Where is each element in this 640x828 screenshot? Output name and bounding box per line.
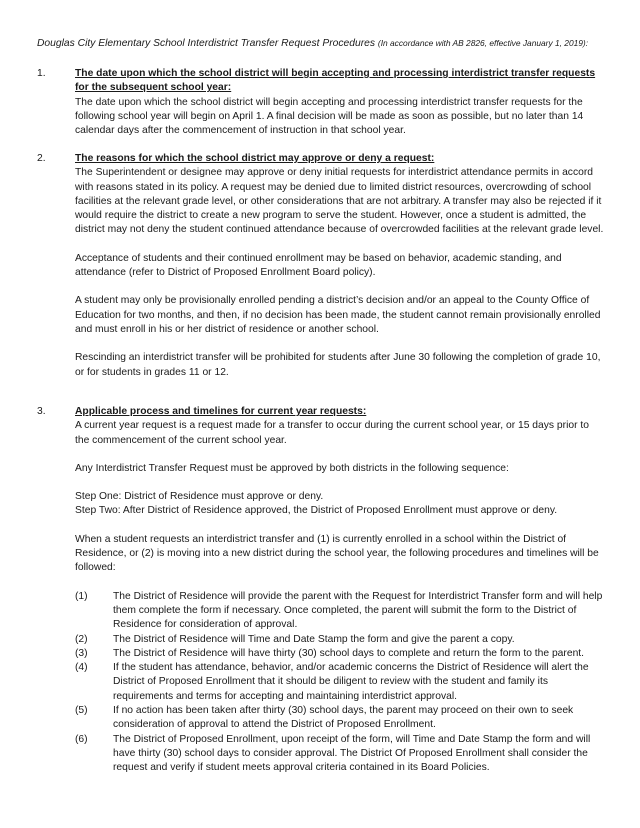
list-item-number: (4) [75,662,88,674]
list-item [75,647,605,661]
section-heading: Applicable process and timelines for current year requests: [75,406,367,417]
paragraph: A current year request is a request made for a transfer to occur during the current school year, or 15 days prior to the commencement of the current school year. [75,420,589,446]
section-body [75,67,605,138]
paragraph: The Superintendent or designee may approve or deny initial requests for interdistrict attendance permits in accord with reasons stated in its policy. A request may be denied due to limited district resources, overcrowding of school facilities at the relevant grade level, or other considerations that are not arbitrary. A transfer may also be rejected if it would require the district to create a new program to serve the student. However, once a student is admitted, the district may not deny the student continued attendance because of overcrowded facilities at the relevant grade level. [75,167,604,236]
section-heading: The reasons for which the school district may approve or deny a request: [75,153,435,164]
list-item-number: (2) [75,633,88,645]
list-item [75,704,605,733]
document-title-note: (In accordance with AB 2826, effective January 1, 2019): [377,38,589,48]
paragraph: Acceptance of students and their continued enrollment may be based on behavior, academic standing, and attendance (refer to District of Proposed Enrollment Board policy). [75,252,562,279]
list-item-text: If no action has been taken after thirty (30) school days, the parent may proceed on their own to seek consideration of approval to attend the District of Proposed Enrollment. [113,705,574,731]
paragraph: A student may only be provisionally enrolled pending a district’s decision and/or an appeal to the County Office of Education for two months, and then, if no decision has been made, the student cannot remain provisionally enrolled and must enroll in his or her district of residence or another school. [75,295,601,335]
list-item-number: (6) [75,733,88,745]
step-one: Step One: District of Residence must approve or deny. [75,491,324,503]
section-body [75,152,605,380]
procedure-list [75,590,605,776]
section-heading: The date upon which the school district will begin accepting and processing interdistrict transfer requests for the subsequent school year: [75,68,596,94]
list-item-text: The District of Proposed Enrollment, upon receipt of the form, will Time and Date Stamp the form and will have thirty (30) school days to consider approval. The District Of Proposed Enrollment shall consider the request and verify if student meets approval criteria contained in its Board Policies. [113,733,591,774]
list-item [75,590,605,633]
paragraph: The date upon which the school district will begin accepting and processing interdistrict transfer requests for the following school year will begin on April 1. A final decision will be made as soon as possible, but no later than 14 calendar days after the commencement of instruction in that school year. [75,96,584,137]
list-item [75,661,605,704]
step-two: Step Two: After District of Residence approved, the District of Proposed Enrollment must approve or deny. [75,505,558,517]
document-title [37,38,633,49]
list-item-text: If the student has attendance, behavior, and/or academic concerns the District of Residence will alert the District of Proposed Enrollment that it should be diligent to review with the student and family its requirements and terms for accepting and maintaining interdistrict approval. [113,662,589,702]
approval-steps [75,490,605,519]
paragraph: Any Interdistrict Transfer Request must be approved by both districts in the following sequence: [75,462,509,474]
list-item-text: The District of Residence will have thirty (30) school days to complete and return the form to the parent. [113,647,585,659]
section-number: 1. [37,68,46,79]
section-number: 2. [37,153,46,164]
list-item-number: (5) [75,705,88,717]
list-item-number: (3) [75,647,88,659]
list-item [75,633,605,647]
list-item-text: The District of Residence will Time and Date Stamp the form and give the parent a copy. [113,633,515,645]
list-item [75,733,605,776]
section-number: 3. [37,406,46,417]
paragraph: Rescinding an interdistrict transfer will be prohibited for students after June 30 following the completion of grade 10, or for students in grades 11 or 12. [75,352,601,378]
list-item-number: (1) [75,590,88,602]
paragraph: When a student requests an interdistrict transfer and (1) is currently enrolled in a school within the District of Residence, or (2) is moving into a new district during the school year, the following procedures and timelines will be followed: [75,533,599,574]
document-title-main: Douglas City Elementary School Interdistrict Transfer Request Procedures [37,38,376,49]
list-item-text: The District of Residence will provide the parent with the Request for Interdistrict Transfer form and will help them complete the form if necessary. Once completed, the parent will submit the form to the District of Residence for consideration of approval. [113,590,603,631]
section-body [75,405,605,776]
